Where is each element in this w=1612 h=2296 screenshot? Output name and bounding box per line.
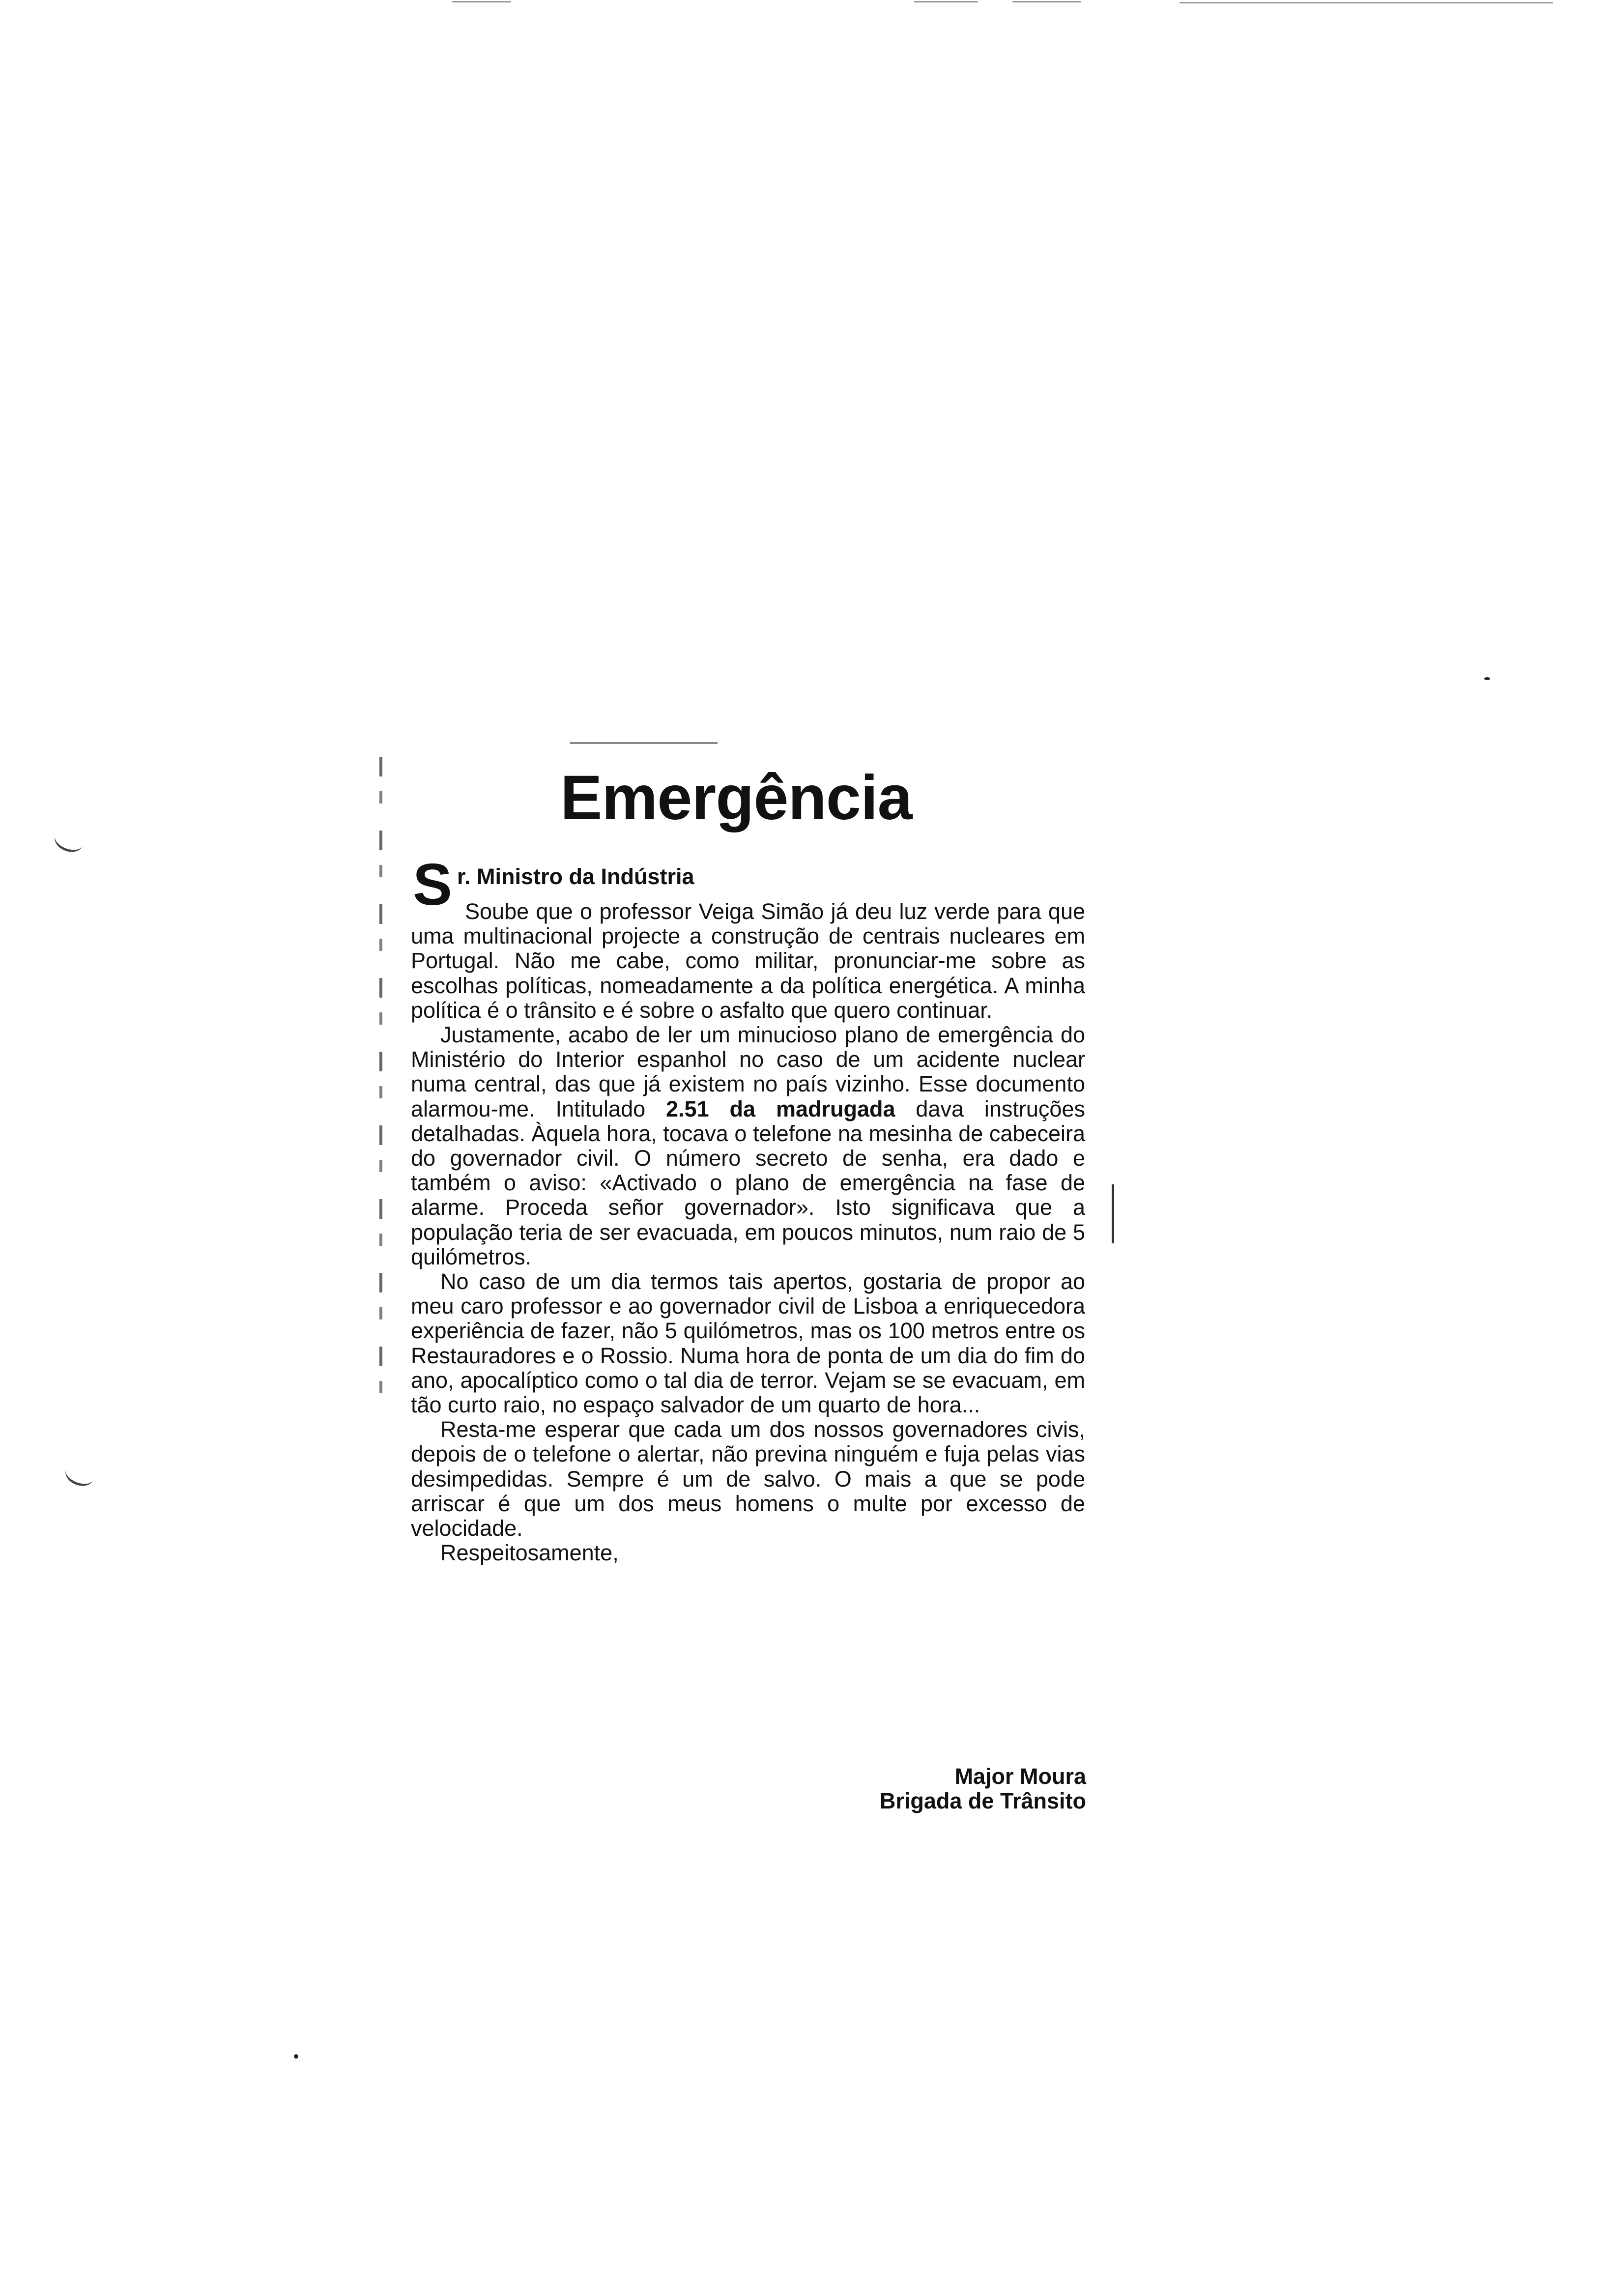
drop-cap: S	[413, 852, 453, 918]
paragraph-text: Resta-me esperar que cada um dos nossos governadores civis, depois de o telefone o alertar, não previna ninguém e fuja pelas vias desimpedidas. Sempre é um de salvo. O mais a que se pode arriscar é que um dos meus homens o multe por excesso de velocidade.	[411, 1417, 1085, 1541]
signature-name: Major Moura	[954, 1764, 1086, 1789]
paragraph-text: Soube que o professor Veiga Simão já deu luz verde para que uma multinacional projecte a construção de centrais nucleares em Portugal. Não me cabe, como militar, pronunciar-me sobre as escolhas políticas, nomeadamente a da política energética. A minha política é o trânsito e é sobre o asfalto que quero continuar.	[411, 899, 1085, 1023]
salutation-text: r. Ministro da Indústria	[457, 864, 694, 889]
scan-artifact-line	[1012, 1, 1081, 2]
scan-speck	[294, 2054, 298, 2059]
paragraph-text: No caso de um dia termos tais apertos, gostaria de propor ao meu caro professor e ao governador civil de Lisboa a enriquecedora experiência de fazer, não 5 quilómetros, mas os 100 metros entre os Restauradores e o Rossio. Numa hora de ponta de um dia do fim do ano, apocalíptico como o tal dia de terror. Vejam se se evacuam, em tão curto raio, no espaço salvador de um quarto de hora...	[411, 1269, 1085, 1418]
paragraph-text: dava instruções detalhadas. Àquela hora, tocava o telefone na mesinha de cabeceira do governador civil. O número secreto de senha, era dado e também o aviso: «Activado o plano de emergência na fase de alarme. Proceda señor governador». Isto significava que a população teria de ser evacuada, em poucos minutos, num raio de 5 quilómetros.	[411, 1096, 1085, 1269]
scan-artifact-line	[914, 1, 978, 2]
signature-block	[880, 1764, 1086, 1813]
body-paragraph	[411, 1023, 1085, 1269]
body-paragraph	[411, 1269, 1085, 1417]
headline-ornament	[570, 742, 718, 753]
article-headline: Emergência	[560, 763, 912, 833]
scan-margin-mark-right	[1112, 1184, 1114, 1243]
paragraph-text: Respeitosamente,	[440, 1540, 619, 1566]
scan-margin-marks	[379, 757, 382, 1406]
bold-phrase: 2.51 da madrugada	[666, 1096, 895, 1121]
body-paragraph	[411, 1417, 1085, 1541]
article-body	[411, 899, 1085, 1565]
scan-artifact-brace	[52, 825, 87, 856]
body-paragraph	[411, 1541, 1085, 1565]
scan-artifact-brace	[62, 1459, 98, 1490]
scan-artifact-line	[1180, 2, 1553, 3]
scan-artifact-line	[452, 1, 511, 2]
body-paragraph	[411, 899, 1085, 1023]
scan-speck	[1484, 677, 1490, 680]
paragraph-text: Justamente, acabo de ler um minucioso plano de emergência do Ministério do Interior espanhol no caso de um acidente nuclear numa central, das que já existem no país vizinho. Esse documento alarmou-me. Intitulado	[411, 1022, 1085, 1121]
signature-unit: Brigada de Trânsito	[879, 1788, 1086, 1813]
